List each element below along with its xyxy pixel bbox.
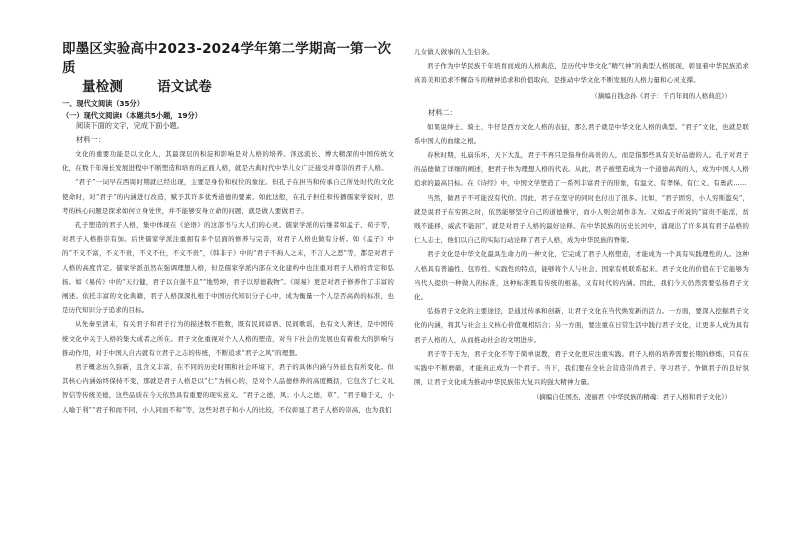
paragraph-continued: 儿女做人做事的人生信条。 (414, 48, 494, 56)
material-label: 材料二： (428, 107, 457, 117)
paragraph: 弘扬君子文化的主要途径，是通过传承和创新，让君子文化在当代焕发新的活力。一方面，要深入挖掘君子文化的内涵，将其与社会主义核心价值观相结合；另一方面，要注重在日常生活中践行君子文化，让更多人成为具有君子人格的人，从而推动社会的文明进步。 (414, 307, 749, 344)
paragraph: 当然，做君子不可能没有代价。因此，君子在坚守的同时也付出了很多。比如，“君子固穷，小人穷斯滥矣”，就是说君子在穷困之时，依然能够坚守自己的道德操守，而小人则会胡作非为。又如孟子所说的“富贵不能淫，贫贱不能移，威武不能屈”，就是对君子人格的最好诠释。在中华民族的历史长河中，涌现出了许多具有君子品格的仁人志士，他们以自己的实际行动诠释了君子人格，成为中华民族的脊梁。 (414, 193, 749, 245)
title-line-1: 即墨区实验高中2023-2024学年第二学期高一第一次质 (62, 41, 392, 76)
paragraph: 君子等于无为，君子文化不等于简单说教，君子文化更应注重实践。君子人格的培养需要长期的修炼，只有在实践中不断磨砺，才能真正成为一个君子。当下，我们要在全社会营造崇尚君子、学习君子、争做君子的良好氛围，让君子文化成为推动中华民族伟大复兴的强大精神力量。 (414, 349, 749, 387)
source-citation: （摘编自钱念孙《君子：千百年间的人格典范》） (591, 91, 731, 100)
material-label: 材料一： (76, 135, 105, 144)
section-heading: 一、现代文阅读（35分） (62, 99, 144, 108)
paragraph: “君子”一词早在西周时期就已经出现，主要是身份和权位的象征。但孔子在担当和传承自己所处时代的文化使命时，对“君子”的内涵进行改造，赋予其许多优秀道德的要素。如此这般，在孔子担任和传播儒家学说时，思考的核心问题是探求如何立身处世，并不能够安身立命的问题，就是做人要做君子。 (62, 178, 394, 215)
reading-instruction: 阅读下面的文字，完成下面小题。 (76, 121, 184, 130)
paragraph: 春秋时期，礼崩乐坏，天下大乱，君子不再只是指身份高贵的人，而是指那些具有美好品德的人。孔子对君子的品德做了详细的阐述，把君子作为理想人格的代表。从此，君子被塑造成为一个道德高尚的人，成为中国人人格追求的最高目标。在《诗经》中，中国文学塑造了一系列丰富君子的形象，有温文、有孝悌、有仁义、有勇武…… (414, 151, 749, 188)
paragraph: 如果说绅士、骑士、牛仔是西方文化人格的表征，那么君子就是中华文化人格的典型。“君子”文化，也就是联系中国人的血缘之根。 (414, 122, 749, 145)
paragraph: 孔子塑造的君子人格，集中体现在《论语》的这部书与大人们的心灵。儒家学派的后继者如孟子、荀子等，对君子人格推崇有加。后世儒家学派注重拥有多个层面的修养与完善，对君子人格也做有分析。如《孟子》中的“不义不富，不义不贵，不义不仕，不义不贵”，《韩非子》中的“君子不拘人之末，不言人之恶”等，都是对君子人格的高度肯定。儒家学派虽然在强调理想人格，但是儒家学派内部在文化建构中也注重对君子人格的肯定和弘扬。如《易传》中的“天行健，君子以自强不息”“地势坤，君子以厚德载物”。《周易》更是对君子修养作了丰富的阐述。依托丰富的文化典籍，君子人格深深扎根于中国历代知识分子心中，成为衡量一个人是否高尚的标准，也是历代知识分子追求的目标。 (62, 221, 394, 315)
exam-title (62, 40, 394, 97)
paragraph: 君子文化是中华文化最具生命力的一种文化，它完成了君子人格塑造，才能成为一个具有实践理性的人。这种人格具有普遍性、包容性、实践性的特点，能够将个人与社会、国家有机联系起来。君子文化的价值在于它能够为当代人提供一种做人的标准，这种标准既有传统的根基，又有时代的内涵。因此，我们今天仍然需要弘扬君子文化。 (414, 250, 749, 302)
subsection-heading: （一）现代文阅读Ⅰ（本题共5小题，19分） (62, 111, 202, 120)
paragraph: 文化的重要功能是以文化人，其最深层的积淀和影响是对人格的培养。泽远流长、博大精深的中国传统文化，在数千年漫长发展进程中不断塑造和培育的正面人格，就是古典时代中华儿女广泛接受并尊崇的君子人格。 (62, 150, 394, 173)
left-column (62, 0, 394, 550)
title-subject: 语文试卷 (157, 79, 212, 95)
paragraph: 从先秦至清末，有关君子和君子行为的描述数不胜数，既有民间谚语、民间歌谣，也有文人著述，是中国传统文化中关于人格的集大成者之所在。君子文化重视对个人人格的塑造，对当下社会的发展也有着极大的影响与推动作用，对于中国人自古就有立君子之志的传统，不断追求“君子之风”的理想。 (62, 320, 394, 357)
source-citation: （摘编自任国杰、凌丽君《中华民族的精魂：君子人格和君子文化》） (532, 393, 731, 402)
title-line-2: 量检测 (82, 79, 124, 95)
right-column (414, 0, 749, 550)
paragraph: 君子作为中华民族千年培育而成的人格典范，是历代中华文化“精气神”的典型人格展现，彰显着中华民族追求真善美和追求不懈奋斗的精神追求和价值取向，是推动中华文化不断发展的人格力量和心灵支撑。 (414, 62, 749, 85)
paragraph: 君子概念历久弥新，且含义丰富，在不同的历史时期和社会环境下，君子的具体内涵与外延也有所变化。但其核心内涵始终保持不变，那就是君子人格是以“仁”为核心的，是对个人品德修养的高度概括，它包含了仁义礼智信等传统美德，这些品质在今天依然具有重要的现实意义。“君子之德，风；小人之德，草”，“君子喻于义，小人喻于利”“君子和而不同，小人同而不和”等，这些对君子和小人的比较，不仅彰显了君子人格的崇高，也为我们 (62, 363, 394, 414)
